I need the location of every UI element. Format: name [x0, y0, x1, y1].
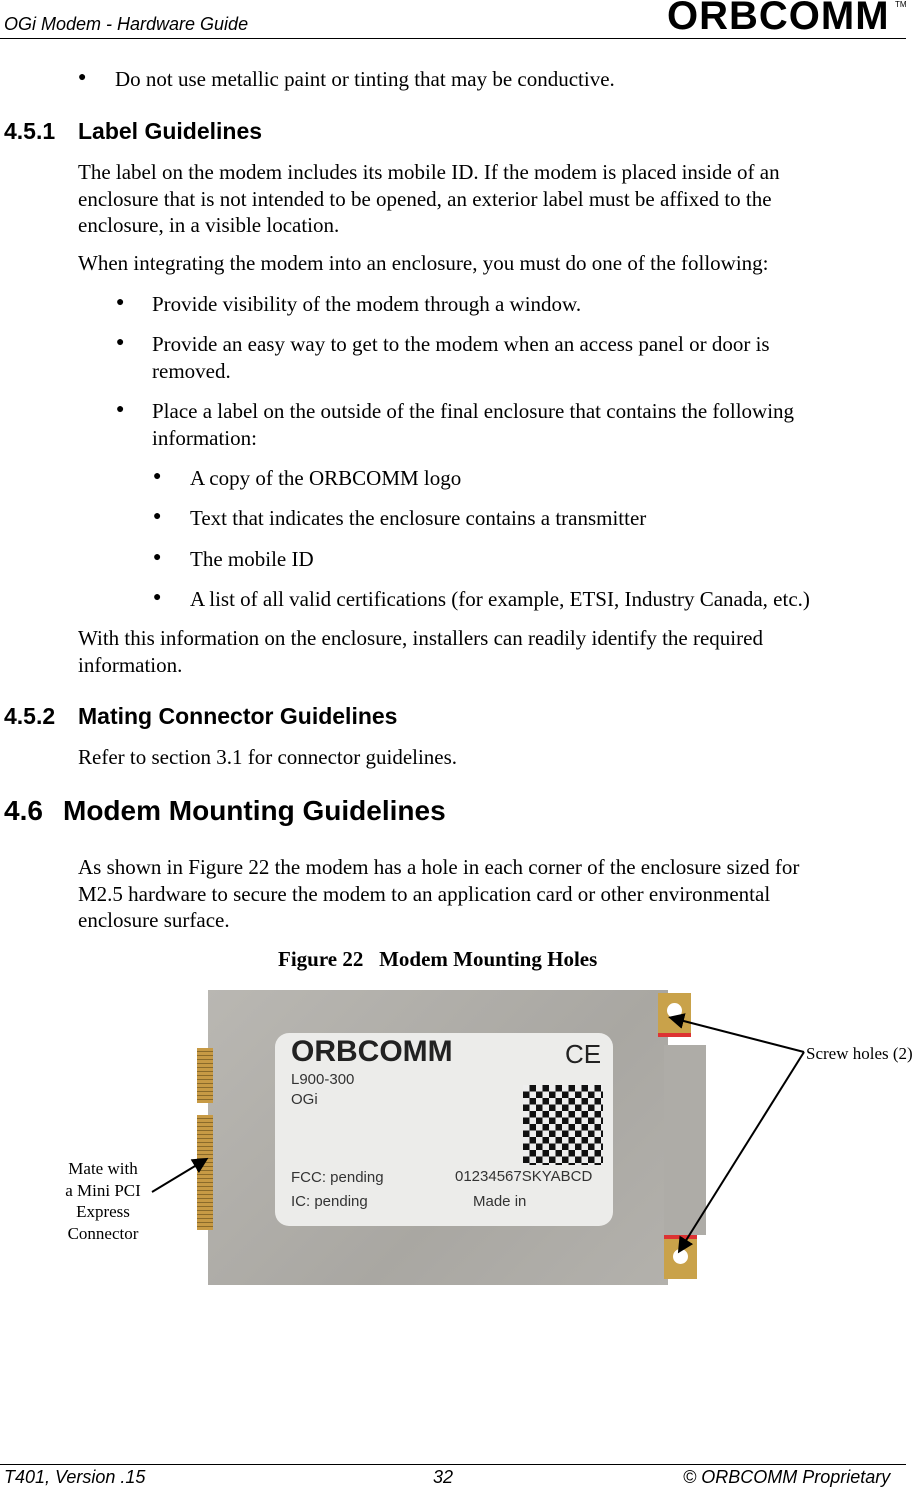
paragraph: When integrating the modem into an enclosure, you must do one of the following: — [78, 251, 769, 275]
bullet-icon: ● — [116, 295, 125, 310]
label-brand: ORBCOMM — [291, 1035, 453, 1068]
label-made-in: Made in — [473, 1193, 527, 1210]
text-line: Place a label on the outside of the final enclosure that contains the following — [152, 399, 795, 423]
text-line: information. — [78, 652, 183, 677]
bullet-icon: ● — [153, 590, 162, 605]
text-line: As shown in Figure 22 the modem has a hole in each corner of the enclosure sized for — [78, 855, 800, 879]
paragraph: Refer to section 3.1 for connector guidelines. — [78, 745, 458, 769]
arrow — [672, 1018, 804, 1052]
label-model: L900-300 — [291, 1071, 355, 1088]
text-line: information: — [152, 425, 257, 450]
label-ic: IC: pending — [291, 1193, 368, 1210]
bullet-icon: ● — [153, 550, 162, 565]
page-number: 32 — [433, 1467, 454, 1487]
section-number: 4.5.1 — [4, 118, 56, 144]
bullet-icon: ● — [78, 70, 87, 85]
text-line: a Mini PCI — [65, 1180, 141, 1200]
bullet-icon: ● — [116, 335, 125, 350]
text-line: Connector — [67, 1223, 139, 1243]
section-heading: Label Guidelines — [78, 118, 263, 144]
label-fcc: FCC: pending — [291, 1169, 384, 1186]
ce-mark: CE — [565, 1039, 602, 1069]
footer-copyright: © ORBCOMM Proprietary — [683, 1467, 891, 1487]
callout-connector — [58, 1158, 148, 1244]
text-line: Provide an easy way to get to the modem when an access panel or door is — [152, 332, 770, 356]
intro-bullet: Do not use metallic paint or tinting that may be conductive. — [115, 67, 615, 91]
sub-list-item: A list of all valid certifications (for example, ETSI, Industry Canada, etc.) — [190, 587, 810, 611]
footer-rule — [0, 1464, 906, 1465]
label-name: OGi — [291, 1091, 318, 1108]
text-line: enclosure that is not intended to be opened, an exterior label must be affixed to the — [78, 186, 772, 211]
bullet-icon: ● — [116, 402, 125, 417]
sub-list-item: A copy of the ORBCOMM logo — [190, 466, 462, 490]
figure-number: Figure 22 — [278, 947, 364, 971]
figure-title: Modem Mounting Holes — [379, 947, 598, 971]
sub-list-item: Text that indicates the enclosure contains a transmitter — [190, 506, 647, 530]
section-heading: Mating Connector Guidelines — [78, 703, 398, 729]
text-line: Mate with — [68, 1159, 138, 1178]
text-line: enclosure surface. — [78, 908, 230, 932]
arrow — [680, 1052, 804, 1250]
bullet-icon: ● — [153, 509, 162, 524]
header-title: OGi Modem - Hardware Guide — [4, 14, 249, 34]
trademark: TM — [895, 0, 907, 9]
sub-list-item: The mobile ID — [190, 547, 314, 571]
text-line: removed. — [152, 358, 231, 383]
callout-screw-holes: Screw holes (2) — [806, 1044, 913, 1063]
list-item: Provide visibility of the modem through a window. — [152, 292, 582, 316]
section-heading: Modem Mounting Guidelines — [63, 795, 446, 826]
text-line: The label on the modem includes its mobile ID. If the modem is placed inside of an — [78, 160, 780, 184]
arrow — [152, 1160, 205, 1192]
label-serial: 01234567SKYABCD — [455, 1168, 593, 1185]
orbcomm-logo: ORBCOMM — [667, 0, 890, 38]
footer-version: T401, Version .15 — [4, 1467, 146, 1487]
text-line: M2.5 hardware to secure the modem to an application card or other environmental — [78, 881, 771, 906]
section-number: 4.6 — [4, 795, 43, 826]
bullet-icon: ● — [153, 469, 162, 484]
text-line: Express — [76, 1202, 130, 1221]
text-line: enclosure, in a visible location. — [78, 213, 340, 237]
section-number: 4.5.2 — [4, 703, 56, 729]
text-line: With this information on the enclosure, installers can readily identify the required — [78, 626, 763, 650]
